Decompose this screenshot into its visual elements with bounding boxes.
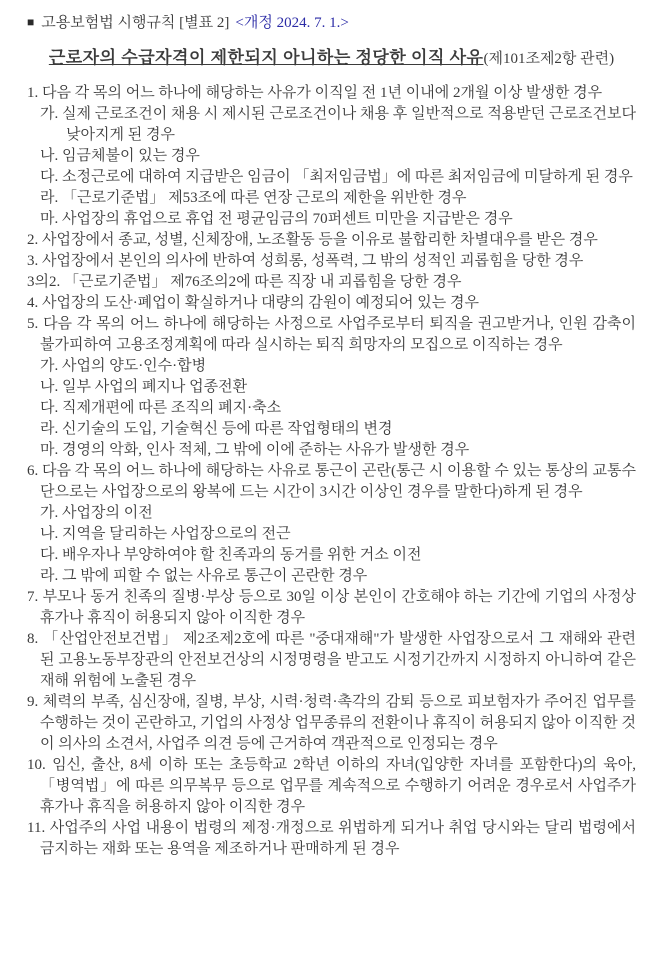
- clause-subitem: 다. 직제개편에 따른 조직의 폐지·축소: [40, 400, 282, 416]
- statute-name: 고용보험법 시행규칙 [별표 2]: [41, 15, 230, 31]
- clause-subitem: 가. 실제 근로조건이 채용 시 제시된 근로조건이나 채용 후 일반적으로 적용받던 근로조건보다 낮아지게 된 경우: [40, 106, 636, 143]
- title-text: 근로자의 수급자격이 제한되지 아니하는 정당한 이직 사유: [48, 48, 484, 67]
- clause-item: 11. 사업주의 사업 내용이 법령의 제정·개정으로 위법하게 되거나 취업 당시와는 달리 법령에서 금지하는 재화 또는 용역을 제조하거나 판매하게 된 경우: [27, 820, 636, 857]
- clause-subitem: 나. 지역을 달리하는 사업장으로의 전근: [40, 526, 291, 542]
- clause-subitem: 가. 사업장의 이전: [40, 505, 153, 521]
- clause-subitem: 다. 소정근로에 대하여 지급받은 임금이 「최저임금법」에 따른 최저임금에 미달하게 된 경우: [40, 169, 633, 185]
- clause-subitem: 나. 임금체불이 있는 경우: [40, 148, 200, 164]
- title-reference: (제101조제2항 관련): [483, 51, 615, 67]
- clause-item: 7. 부모나 동거 친족의 질병·부상 등으로 30일 이상 본인이 간호해야 하는 기간에 기업의 사정상 휴가나 휴직이 허용되지 않아 이직한 경우: [27, 589, 636, 626]
- clause-item: 1. 다음 각 목의 어느 하나에 해당하는 사유가 이직일 전 1년 이내에 2개월 이상 발생한 경우: [27, 85, 603, 101]
- clause-item: 9. 체력의 부족, 심신장애, 질병, 부상, 시력·청력·촉각의 감퇴 등으로 피보험자가 주어진 업무를 수행하는 것이 곤란하고, 기업의 사정상 업무종류의 전환이나 휴직이 허용되지 않아 이직한 것이 의사의 소견서, 사업주 의견 등에 근거하여 객관적으로 인정되는 경우: [27, 694, 636, 752]
- square-bullet-icon: ■: [27, 15, 35, 29]
- clause-item: 3의2. 「근로기준법」 제76조의2에 따른 직장 내 괴롭힘을 당한 경우: [27, 274, 462, 290]
- revision-note: <개정 2024. 7. 1.>: [235, 15, 349, 31]
- clause-item: 3. 사업장에서 본인의 의사에 반하여 성희롱, 성폭력, 그 밖의 성적인 괴롭힘을 당한 경우: [27, 253, 584, 269]
- clause-subitem: 나. 일부 사업의 폐지나 업종전환: [40, 379, 248, 395]
- clause-subitem: 다. 배우자나 부양하여야 할 친족과의 동거를 위한 거소 이전: [40, 547, 422, 563]
- clause-subitem: 라. 그 밖에 피할 수 없는 사유로 통근이 곤란한 경우: [40, 568, 368, 584]
- clause-subitem: 마. 사업장의 휴업으로 휴업 전 평균임금의 70퍼센트 미만을 지급받은 경우: [40, 211, 513, 227]
- clause-item: 4. 사업장의 도산·폐업이 확실하거나 대량의 감원이 예정되어 있는 경우: [27, 295, 479, 311]
- clause-subitem: 라. 신기술의 도입, 기술혁신 등에 따른 작업형태의 변경: [40, 421, 393, 437]
- items-list: [27, 83, 636, 860]
- document-title: [27, 46, 636, 71]
- clause-item: 6. 다음 각 목의 어느 하나에 해당하는 사유로 통근이 곤란(통근 시 이용할 수 있는 통상의 교통수단으로는 사업장으로의 왕복에 드는 시간이 3시간 이상인 경우를 말한다)하게 된 경우: [27, 463, 636, 500]
- clause-subitem: 라. 「근로기준법」 제53조에 따른 연장 근로의 제한을 위반한 경우: [40, 190, 467, 206]
- clause-item: 5. 다음 각 목의 어느 하나에 해당하는 사정으로 사업주로부터 퇴직을 권고받거나, 인원 감축이 불가피하여 고용조정계획에 따라 실시하는 퇴직 희망자의 모집으로 이직하는 경우: [27, 316, 636, 353]
- clause-subitem: 마. 경영의 악화, 인사 적체, 그 밖에 이에 준하는 사유가 발생한 경우: [40, 442, 470, 458]
- clause-item: 10. 임신, 출산, 8세 이하 또는 초등학교 2학년 이하의 자녀(입양한 자녀를 포함한다)의 육아, 「병역법」에 따른 의무복무 등으로 업무를 계속적으로 수행하기 어려운 경우로서 사업주가 휴가나 휴직을 허용하지 않아 이직한 경우: [27, 757, 636, 815]
- document-header: [27, 13, 636, 34]
- clause-item: 8. 「산업안전보건법」 제2조제2호에 따른 "중대재해"가 발생한 사업장으로서 그 재해와 관련된 고용노동부장관의 안전보건상의 시정명령을 받고도 시정기간까지 시정하지 아니하여 같은 재해 위험에 노출된 경우: [27, 631, 636, 689]
- clause-subitem: 가. 사업의 양도·인수·합병: [40, 358, 207, 374]
- clause-item: 2. 사업장에서 종교, 성별, 신체장애, 노조활동 등을 이유로 불합리한 차별대우를 받은 경우: [27, 232, 598, 248]
